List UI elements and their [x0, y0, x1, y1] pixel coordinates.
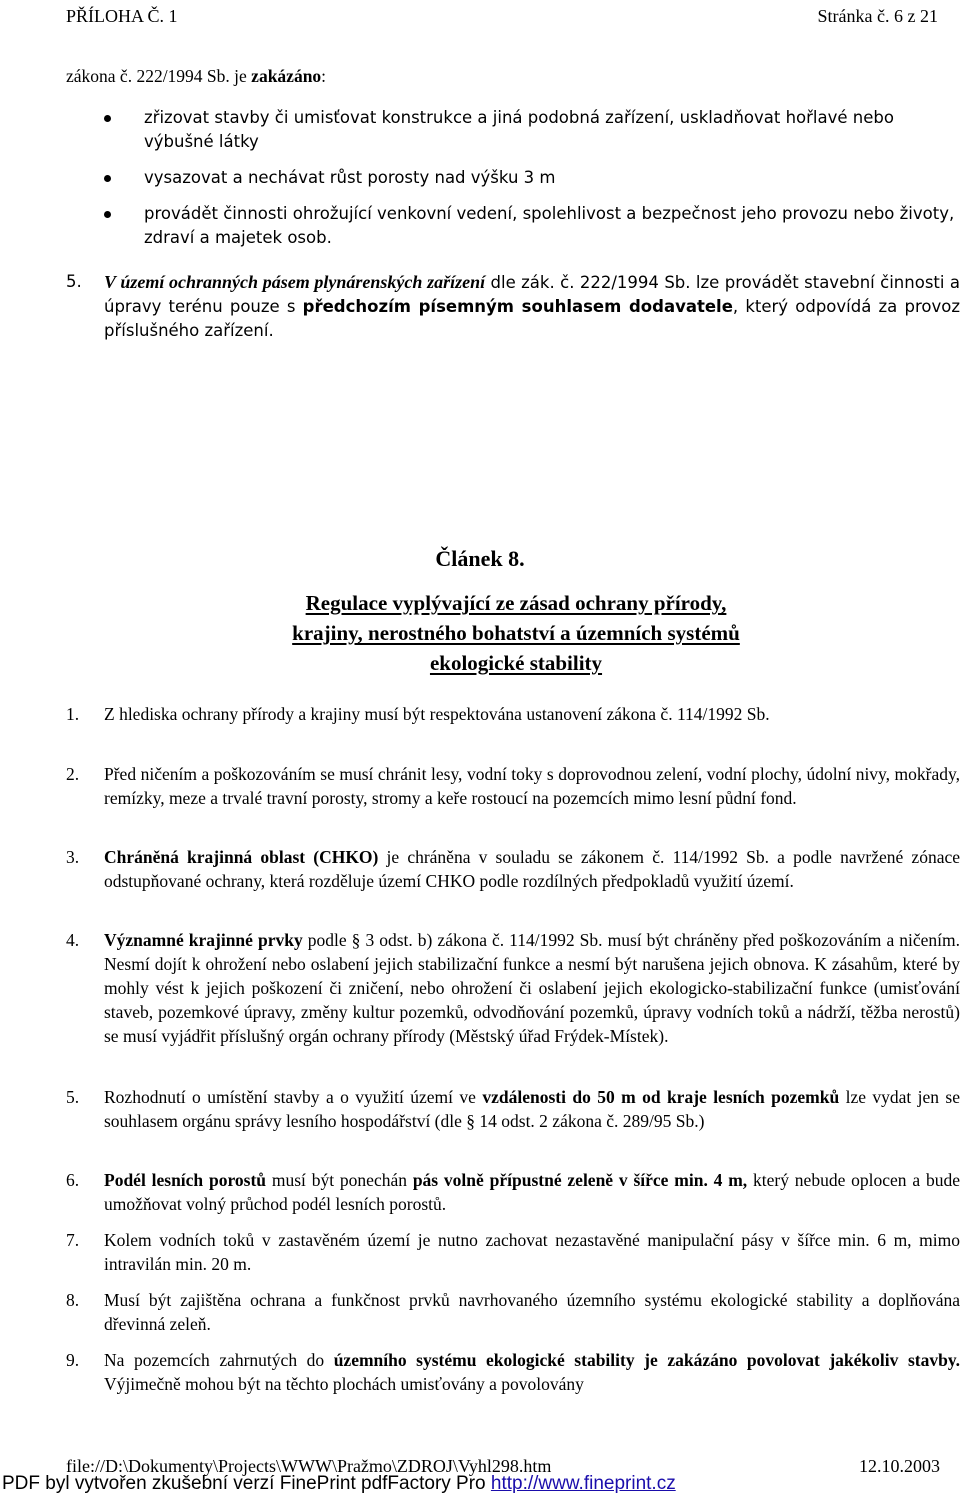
regulation-item-4: 4. Významné krajinné prvky podle § 3 odst. b) zákona č. 114/1992 Sb. musí být chráněny před poškozováním a ničením. Nesmí dojít k ohrožení nebo oslabení jejich stabilizační funkce a nesmí být narušena jejich obnova. K zásahům, které by mohly vést k jejich poškození či zničení, nebo ohrožení či oslabení jejich ekologicko-stabilizační funkce (umisťování staveb, pozemkové úpravy, změny kultur pozemků, odvodňování pozemků, úpravy vodních toků a nádrží, těžba nerostů) se musí vyjádřit příslušný orgán ochrany přírody (Městský úřad Frýdek-Místek). [66, 930, 960, 1046]
pdf-promo: PDF byl vytvořen zkušební verzí FinePrint pdfFactory Pro http://www.fineprint.cz [2, 1473, 676, 1494]
regulation-item-3: 3. Chráněná krajinná oblast (CHKO) je chráněna v souladu se zákonem č. 114/1992 Sb. a podle navržené zónace odstupňované ochrany, která rozděluje území CHKO podle rozdílných předpokladů využití území. [66, 847, 960, 891]
article-heading: Regulace vyplývající ze zásad ochrany přírody, krajiny, nerostného bohatství a územních systémů ekologické stability [292, 591, 740, 675]
regulation-item-7: 7. Kolem vodních toků v zastavěném území je nutno zachovat nezastavěné manipulační pásy v šířce min. 6 m, mimo intravilán min. 20 m. [66, 1230, 960, 1274]
file-path: file://D:\Dokumenty\Projects\WWW\Pražmo\ZDROJ\Vyhl298.htm [66, 1456, 552, 1476]
print-date: 12.10.2003 [859, 1456, 940, 1476]
gas-zone-item: 5. V území ochranných pásem plynárenských zařízení dle zák. č. 222/1994 Sb. lze provádět stavební činnosti a úpravy terénu pouze s předchozím písemným souhlasem dodavatele, který odpovídá za provoz příslušného zařízení. [66, 272, 960, 340]
list-item: vysazovat a nechávat růst porosty nad výšku 3 m [104, 166, 960, 190]
fineprint-link[interactable]: http://www.fineprint.cz [490, 1473, 676, 1494]
prohibition-list [104, 106, 960, 262]
regulation-item-9: 9. Na pozemcích zahrnutých do územního systému ekologické stability je zakázáno povolovat jakékoliv stavby. Výjimečně mohou být na těchto plochách umisťovány a povolovány [66, 1350, 960, 1394]
bullet-icon [104, 175, 111, 182]
header-left: PŘÍLOHA Č. 1 [66, 6, 178, 26]
regulation-item-1: 1. Z hlediska ochrany přírody a krajiny musí být respektována ustanovení zákona č. 114/1992 Sb. [66, 704, 770, 724]
article-title: Článek 8. [435, 546, 525, 571]
regulation-item-6: 6. Podél lesních porostů musí být ponechán pás volně přípustné zeleně v šířce min. 4 m, který nebude oplocen a bude umožňovat volný průchod podél lesních porostů. [66, 1170, 960, 1214]
regulation-item-5: 5. Rozhodnutí o umístění stavby a o využití území ve vzdálenosti do 50 m od kraje lesních pozemků lze vydat jen se souhlasem orgánu správy lesního hospodářství (dle § 14 odst. 2 zákona č. 289/95 Sb.) [66, 1087, 960, 1131]
bullet-icon [104, 211, 111, 218]
page-number: Stránka č. 6 z 21 [817, 6, 938, 26]
intro-line: zákona č. 222/1994 Sb. je zakázáno: [66, 66, 327, 86]
bullet-icon [104, 115, 111, 122]
list-item: provádět činnosti ohrožující venkovní vedení, spolehlivost a bezpečnost jeho provozu nebo životy, zdraví a majetek osob. [104, 202, 960, 250]
regulation-item-2: 2. Před ničením a poškozováním se musí chránit lesy, vodní toky s doprovodnou zelení, vodní plochy, údolní nivy, mokřady, remízky, meze a trvalé travní porosty, stromy a keře rostoucí na pozemcích mimo lesní půdní fond. [66, 764, 960, 808]
page-header [66, 6, 938, 30]
list-item: zřizovat stavby či umisťovat konstrukce a jiná podobná zařízení, uskladňovat hořlavé nebo výbušné látky [104, 106, 960, 154]
regulation-item-8: 8. Musí být zajištěna ochrana a funkčnost prvků navrhovaného územního systému ekologické stability a doplňována dřevinná zeleň. [66, 1290, 960, 1334]
